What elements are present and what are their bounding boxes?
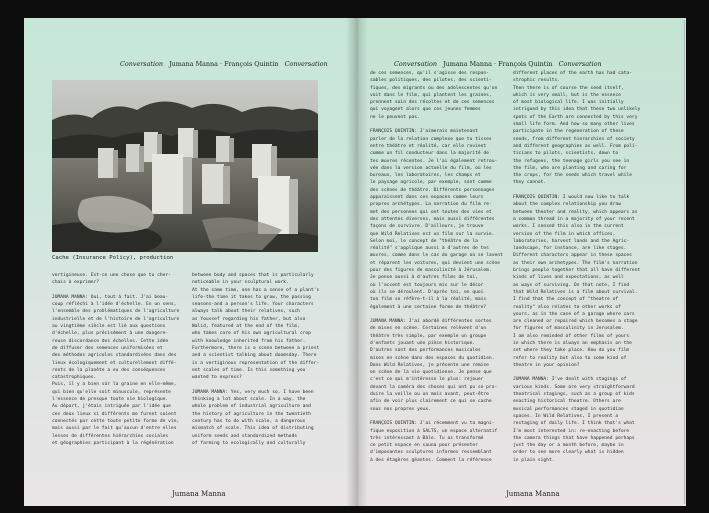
left-column-1 bbox=[52, 272, 186, 488]
book-gutter bbox=[346, 18, 368, 506]
paragraph: JUMANA MANNA: J'ai abordé différentes sortes de mises en scène. Certaines relèvent d'un théâtre très simple, par exemple un groupe d'enfants jouant une pièce historique. D'autres sont des performances musicales mises en scène dans des espaces du quotidien. Dans Wild Relatives, je présente une remise en scène de la vie quotidienne. Je pense que c'est ce qui m'intéresse le plus: rejouer devant la caméra des choses qui ont pu se pro- duire la veille ou un mois avant, peut-être afin de voir plus clairement ce qui se cache sous nos propres yeux. bbox=[370, 319, 498, 412]
running-head-label-2: Conversation bbox=[284, 60, 328, 68]
paragraph: FRANÇOIS QUINTIN: I would now like to talk about the complex relationship you draw between theater and reality, which appears as a common thread in a majority of your recent works. I sensed this also in the current version of the film in which offices, laboratories, harvest lands and the Agric- landscape, for instance, are like stages. Different characters appear in these spaces as their own archetypes. The film's narration brings people together that all have different kinds of lives and expectations, as well as ways of surviving. On that note, I find that Wild Relatives is a film about survival. I find that the concept of "theatre of reality" also relates to other works of yours, as in the case of a garage where cars are cleaned or repaired which becomes a stage for figures of masculinity in Jerusalem. I am also reminded of other films of yours in which there is always an emphasis on the set where they take place. How do you film refer to reality but also to some kind of theatre in your opinion? bbox=[513, 195, 641, 368]
footer-right: Jumana Manna bbox=[506, 490, 560, 498]
paragraph: JUMANA MANNA: Yes, very much so. I have been thinking a lot about scale. In a way, the whole problem of industrial agriculture and the history of agriculture in the twentieth century has to do with scale, a dangerous mismatch of scale. This idea of distributing uniform seeds and standardized methods of farming to ecologically and culturally bbox=[192, 389, 314, 446]
running-head-names: Jumana Manna · François Quintin bbox=[169, 60, 279, 68]
paragraph: between body and spaces that is particularly noticeable in your sculptural work. At the same time, one has a sense of a plant's life-the time it takes to grow, the passing seasons-and a person's life. Your characters always talk about their relatives, such as Youssef regarding his father, but also Walid, featured at the end of the film, who takes care of his own agricultural crop with knowledge inherited from his father. Furthermore, there is a scene between a priest and a scientist talking about doomsday. There is a vertiginous representation of the differ- ent scales of time. Is this something you wanted to express? bbox=[192, 273, 320, 381]
sculpture-photo bbox=[52, 80, 318, 252]
paragraph: JUMANA MANNA: I've dealt with stagings of various kinds. Some are very straightforward theatrical stagings, such as a group of kids enacting historical theatre. Others are musical performances staged in quotidian spaces. In Wild Relatives, I present a restaging of daily life. I think that's what I'm most interested in: re-enacting before the camera things that have happened perhaps just the day or a month before, maybe in order to see more clearly what is hidden in plain sight. bbox=[513, 377, 635, 463]
running-head-label: Conversation bbox=[120, 60, 163, 68]
left-column-2 bbox=[192, 272, 330, 488]
paragraph: JUMANA MANNA: Oui, tout à fait. J'ai beau- coup réfléchi à l'idée d'échelle. En un sens, l'ensemble des problématiques de l'agriculture industrielle et de l'histoire de l'agriculture au vingtième siècle est lié aux questions d'échelle, plus précisément à une dangere- reuse discordance des échelles. Cette idée de diffuser des semences uniformisées et des méthodes agricoles standardisées dans des lieux écologiquement et culturellement diffé- rents de la planète a eu des conséquences catastrophiques. Puis, il y a bien sûr la graine en elle-même, qui bien qu'elle soit minuscule, représente l'essence de presque toute vie biologique. Au départ, j'étais intriguée par l'idée que ces deux lieux si différents me furent soient connectés par cette toute petite forme de vie, mais aussi par le fait qu'aucun d'entre elles lesses de différentes hiérarchies sociales et géographies participant à la régénération bbox=[52, 294, 180, 446]
right-page bbox=[356, 18, 686, 506]
footer-left: Jumana Manna bbox=[172, 490, 226, 498]
right-column-2 bbox=[513, 70, 653, 490]
photo-caption: Cache (Insurance Policy), production bbox=[52, 255, 174, 261]
running-head-right bbox=[394, 60, 602, 68]
paragraph: FRANÇOIS QUINTIN: J'ai récemment vu ta magni- fique exposition à SALTS, un espace alternatif très intéressant à Bâle. Tu as transformé ce petit espace en sauna pour présenter d'imposantes sculptures informes ressemblant à des étagères géantes. Comment la référence bbox=[370, 421, 498, 463]
right-column-1 bbox=[370, 70, 508, 490]
paragraph: FRANÇOIS QUINTIN: J'aimerais maintenant parler de la relation complexe que tu tisses entre théâtre et réalité, car elle revient comme un fil conducteur dans la majorité de tes œuvres récentes. Je l'ai également retrou- vée dans la version actuelle du film, où les bureaux, les laboratoires, les champs et le paysage agricole, par exemple, sont comme des scènes de théâtre. Différents personnages apparaissent dans ces espaces comme leurs propres archétypes. La narration du film re- met des personnes qui ont toutes des vies et des attentes diverses, mais aussi différentes façons de survivre. D'ailleurs, je trouve que Wild Relatives est un film sur la survie. Selon moi, le concept de "théâtre de la réalité" s'applique aussi à d'autres de tes œuvres, comme dans le cas du garage où se lavent et réparent les voitures, qui devient une scène pour des figures de masculinité à Jérusalem. Je pense aussi à d'autres films de toi, où l'accent est toujours mis sur le décor où ils se déroulent. D'après toi, en quoi ton film se réfère-t-il à la réalité, mais également à une certaine forme de théâtre? bbox=[370, 129, 503, 310]
book-spread bbox=[24, 18, 688, 506]
running-head-label: Conversation bbox=[394, 60, 437, 68]
paragraph: vertigineuse. Est-ce une chose que tu cher- chais à exprimer? bbox=[52, 273, 171, 286]
paragraph: different places of the earth has had cata- strophic results. Then there is of course the seed itself, which is very small, but is the essence of most biological life. I was initially intrigued by this idea that these two unlikely spots of the Earth are connected by this very small life form. And how so many other lives participate in the regeneration of these seeds, from different hierarchies of society and different geographies as well. From poli- ticians to pilots, scientists, down to the refugees, the teenage girls you see in the film, who are planting and caring for the crops, for the seeds which travel while they cannot. bbox=[513, 71, 641, 186]
running-head-left bbox=[120, 60, 328, 68]
running-head-label-2: Conversation bbox=[558, 60, 602, 68]
left-page bbox=[24, 18, 356, 506]
running-head-names: Jumana Manna · François Quintin bbox=[443, 60, 553, 68]
paragraph: de ces semences, qu'il s'agisse des respon- sables politiques, des pilotes, des scienti- fiques, des migrants ou des adolescentes qu'on voit dans le film, qui plantent les graines, prennent soin des récoltes et de ces semences qui voyagent alors que ces jeunes femmes ne le peuvent pas. bbox=[370, 71, 498, 120]
page-edges bbox=[684, 20, 686, 504]
photo-of-stone-blocks-icon bbox=[52, 80, 318, 252]
